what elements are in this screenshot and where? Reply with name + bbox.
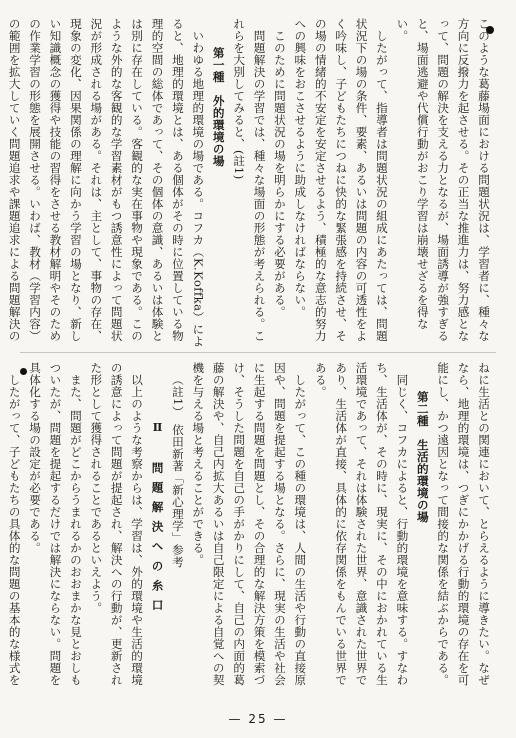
paragraph: したがって、指導者は問題状況の組成にあたっては、問題状況下の場の条件、要素、あるいは問題の内容の可透性をよく吟味し、子どもたちにつねに快的な緊張感を持続させ、その場の情緒的不安定を安定させるよう、積極的な意志的努力への興味をおこさせるように助成しなければならない。 [293,18,389,342]
upper-text-block [7,18,494,348]
section-title: Ⅱ 問題解決への糸口 [150,420,165,619]
paragraph: ねに生活との関連において、とらえるように導きたい。なぜなら、地理的環境は、つぎにかかげる行動的環境の存在を可能にし、かつ遠因となって間接的な関係を結ぶからである。 [436,362,491,686]
lower-text-block [7,362,494,696]
paragraph: 以上のような考察からは、学習は、外的環境や生活的環境の誘意によって問題が提起され、解決への行動が、更新された形として獲得されることであるといえよう。 [89,362,145,686]
paragraph: このために問題状況の場を明らかにする必要がある。 [272,29,287,318]
page-number: — 25 — [228,712,288,726]
section-heading: 第一種 外的環境の場 [211,47,226,167]
paragraph: また、問題がどこからうまれるかのおおまかな見とおしもついたが、問題を提起するだけでは解決にならない。問題を具体化する場の設定が必要である。 [28,362,83,686]
paragraph: このような葛藤場面における問題状況は、学習者に、種々な方向に反撥力を起させる。その正当な推進力は、努力感となって、問題の解決を支える力となるが、場面誘導が強すぎると、場面逃避や代償行動がおこり学習は崩壊せざるを得ない。 [395,18,491,342]
section-heading: 第二種 生活的環境の場 [415,391,430,523]
paragraph: いわゆる地理的環境の場である。コフカ（K.Koffka）によると、地理的環境とは、ある個体がその時に位置している物理的空間の総体であって、その個体の意識、あるいは体験とは別に存在している。客観的な実在事物や現象である。このような外的な客観的な学習素材がもつ誘意性によって問題状況が形成される場がある。それは、主として、事物の存在、現象の変化、因果関係の理解に向かう学習の場となり、新しい知識概念の獲得や技能の習得をさせる教材解明やそのための作業学習の形態を展開させる。いわば、教材（学習内容）の範囲を拡大していく問題追求や課題追求による問題解決の [7,18,206,347]
paragraph: したがって、子どもたちの具体的な問題の基本的な様式を [7,373,22,686]
divider [20,352,496,353]
paragraph: したがって、この種の環境は、人間の生活や行動の直接原因や、問題を提起する場となる。さらに、現実の生活や社会に生起する問題を問題とし、その合理的な解決方策を模索づけ、そうした問題を自己の手がかりにして、自己の内面的葛藤の解決や、自己内拡大あるいは自己限定による自覚への契機を与える場と考えることができる。 [191,362,308,686]
paragraph: 同じく、コフカによると、行動的環境を意味する。すなわち、生活体が、その時に、現実に、その中におかれている生活環境であって、それは体験された世界、意識された世界であり、生活体が直接、具体的に依存関係をもんでいる世界である。 [313,362,410,686]
footnote: （註1） 依田新著「新心理学」参考 [170,373,185,568]
paragraph: 問題解決の学習では、種々な場面の形態が考えられる。これらを大別してみると、(註1) [232,18,267,342]
